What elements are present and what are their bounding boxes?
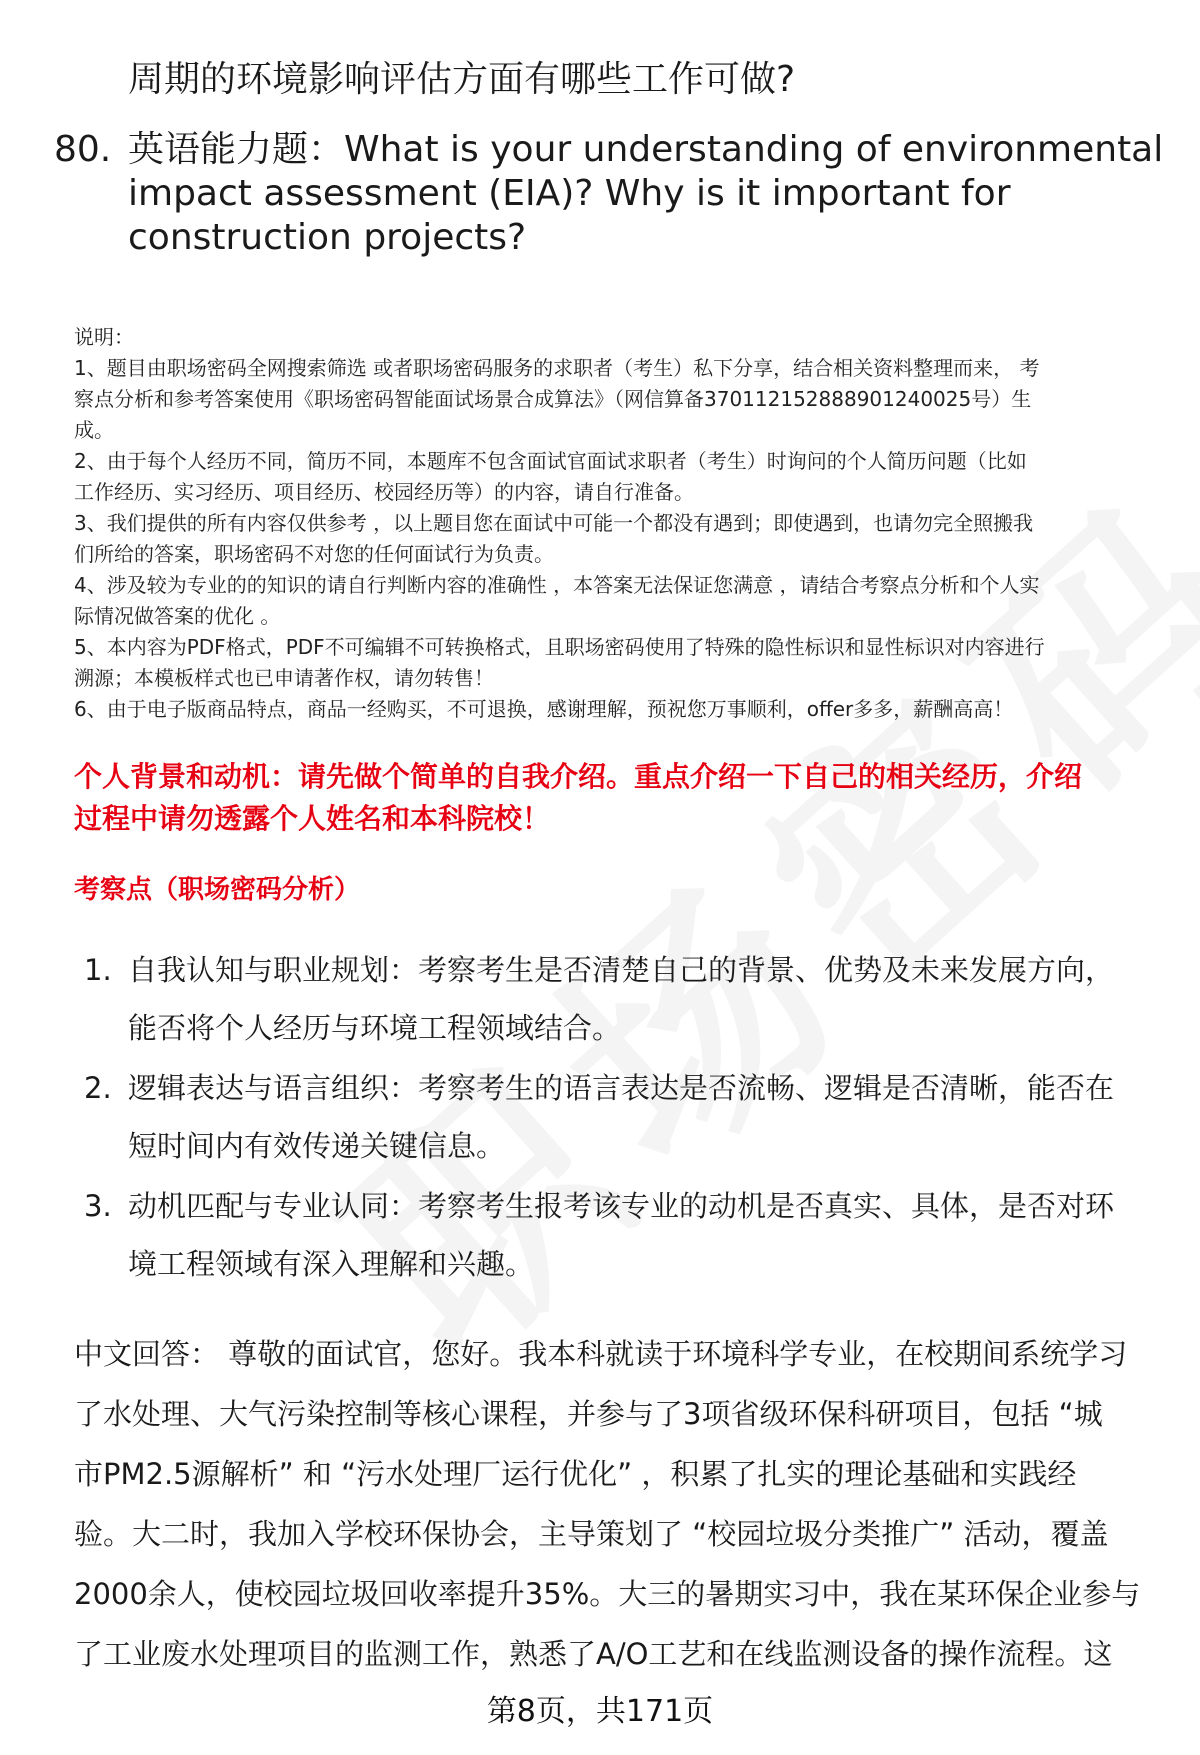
note-line: 5、本内容为PDF格式，PDF不可编辑不可转换格式，且职场密码使用了特殊的隐性标识和显性标识对内容进行 — [74, 635, 1045, 659]
answer-line: 验。大二时，我加入学校环保协会，主导策划了 “校园垃圾分类推广” 活动，覆盖 — [74, 1517, 1109, 1551]
note-line: 6、由于电子版商品特点，商品一经购买，不可退换，感谢理解，预祝您万事顺利，offer多多，薪酬高高！ — [74, 697, 1014, 721]
note-line: 察点分析和参考答案使用《职场密码智能面试场景合成算法》（网信算备370112152888901240025号）生 — [74, 387, 1032, 411]
point-line: 动机匹配与专业认同：考察考生报考该专业的动机是否真实、具体，是否对环 — [128, 1189, 1115, 1223]
note-line: 们所给的答案，职场密码不对您的任何面试行为负责。 — [74, 542, 554, 566]
analysis-heading: 考察点（职场密码分析） — [74, 875, 361, 905]
point-number: 2. — [84, 1071, 112, 1105]
question-line: impact assessment (EIA)? Why is it important for — [128, 173, 1011, 214]
continued-question-line: 周期的环境影响评估方面有哪些工作可做? — [128, 59, 796, 100]
point-line: 能否将个人经历与环境工程领域结合。 — [128, 1011, 622, 1045]
question-line: 英语能力题：What is your understanding of environmental — [128, 129, 1164, 170]
point-line: 逻辑表达与语言组织：考察考生的语言表达是否流畅、逻辑是否清晰，能否在 — [128, 1071, 1115, 1105]
question-line: construction projects? — [128, 217, 527, 258]
note-line: 成。 — [74, 418, 114, 442]
section-heading-line: 过程中请勿透露个人姓名和本科院校！ — [74, 802, 551, 835]
answer-line: 市PM2.5源解析” 和 “污水处理厂运行优化” ，积累了扎实的理论基础和实践经 — [74, 1457, 1077, 1491]
note-line: 工作经历、实习经历、项目经历、校园经历等）的内容，请自行准备。 — [74, 480, 694, 504]
note-line: 3、我们提供的所有内容仅供参考 ，以上题目您在面试中可能一个都没有遇到；即使遇到，也请勿完全照搬我 — [74, 511, 1034, 535]
answer-line: 了水处理、大气污染控制等核心课程，并参与了3项省级环保科研项目，包括 “城 — [74, 1397, 1103, 1431]
answer-line: 了工业废水处理项目的监测工作，熟悉了A/O工艺和在线监测设备的操作流程。这 — [74, 1637, 1113, 1671]
note-line: 1、题目由职场密码全网搜索筛选 或者职场密码服务的求职者（考生）私下分享，结合相关资料整理而来， 考 — [74, 356, 1040, 380]
note-line: 2、由于每个人经历不同，简历不同，本题库不包含面试官面试求职者（考生）时询问的个人简历问题（比如 — [74, 449, 1027, 473]
page-footer: 第8页，共171页 — [486, 1694, 714, 1729]
answer-line: 中文回答： 尊敬的面试官，您好。我本科就读于环境科学专业，在校期间系统学习 — [74, 1337, 1128, 1371]
point-line: 短时间内有效传递关键信息。 — [128, 1129, 506, 1163]
point-line: 自我认知与职业规划：考察考生是否清楚自己的背景、优势及未来发展方向， — [128, 953, 1115, 987]
note-line: 溯源；本模板样式也已申请著作权，请勿转售！ — [74, 666, 494, 690]
notes-title: 说明： — [74, 325, 134, 349]
note-line: 际情况做答案的优化 。 — [74, 604, 281, 628]
point-number: 3. — [84, 1189, 112, 1223]
point-line: 境工程领域有深入理解和兴趣。 — [128, 1247, 535, 1281]
section-heading-line: 个人背景和动机：请先做个简单的自我介绍。重点介绍一下自己的相关经历，介绍 — [74, 760, 1083, 793]
question-number: 80. — [54, 129, 112, 170]
point-number: 1. — [84, 953, 112, 987]
note-line: 4、涉及较为专业的的知识的请自行判断内容的准确性 ，本答案无法保证您满意 ，请结合考察点分析和个人实 — [74, 573, 1040, 597]
answer-line: 2000余人，使校园垃圾回收率提升35%。大三的暑期实习中，我在某环保企业参与 — [74, 1577, 1141, 1611]
